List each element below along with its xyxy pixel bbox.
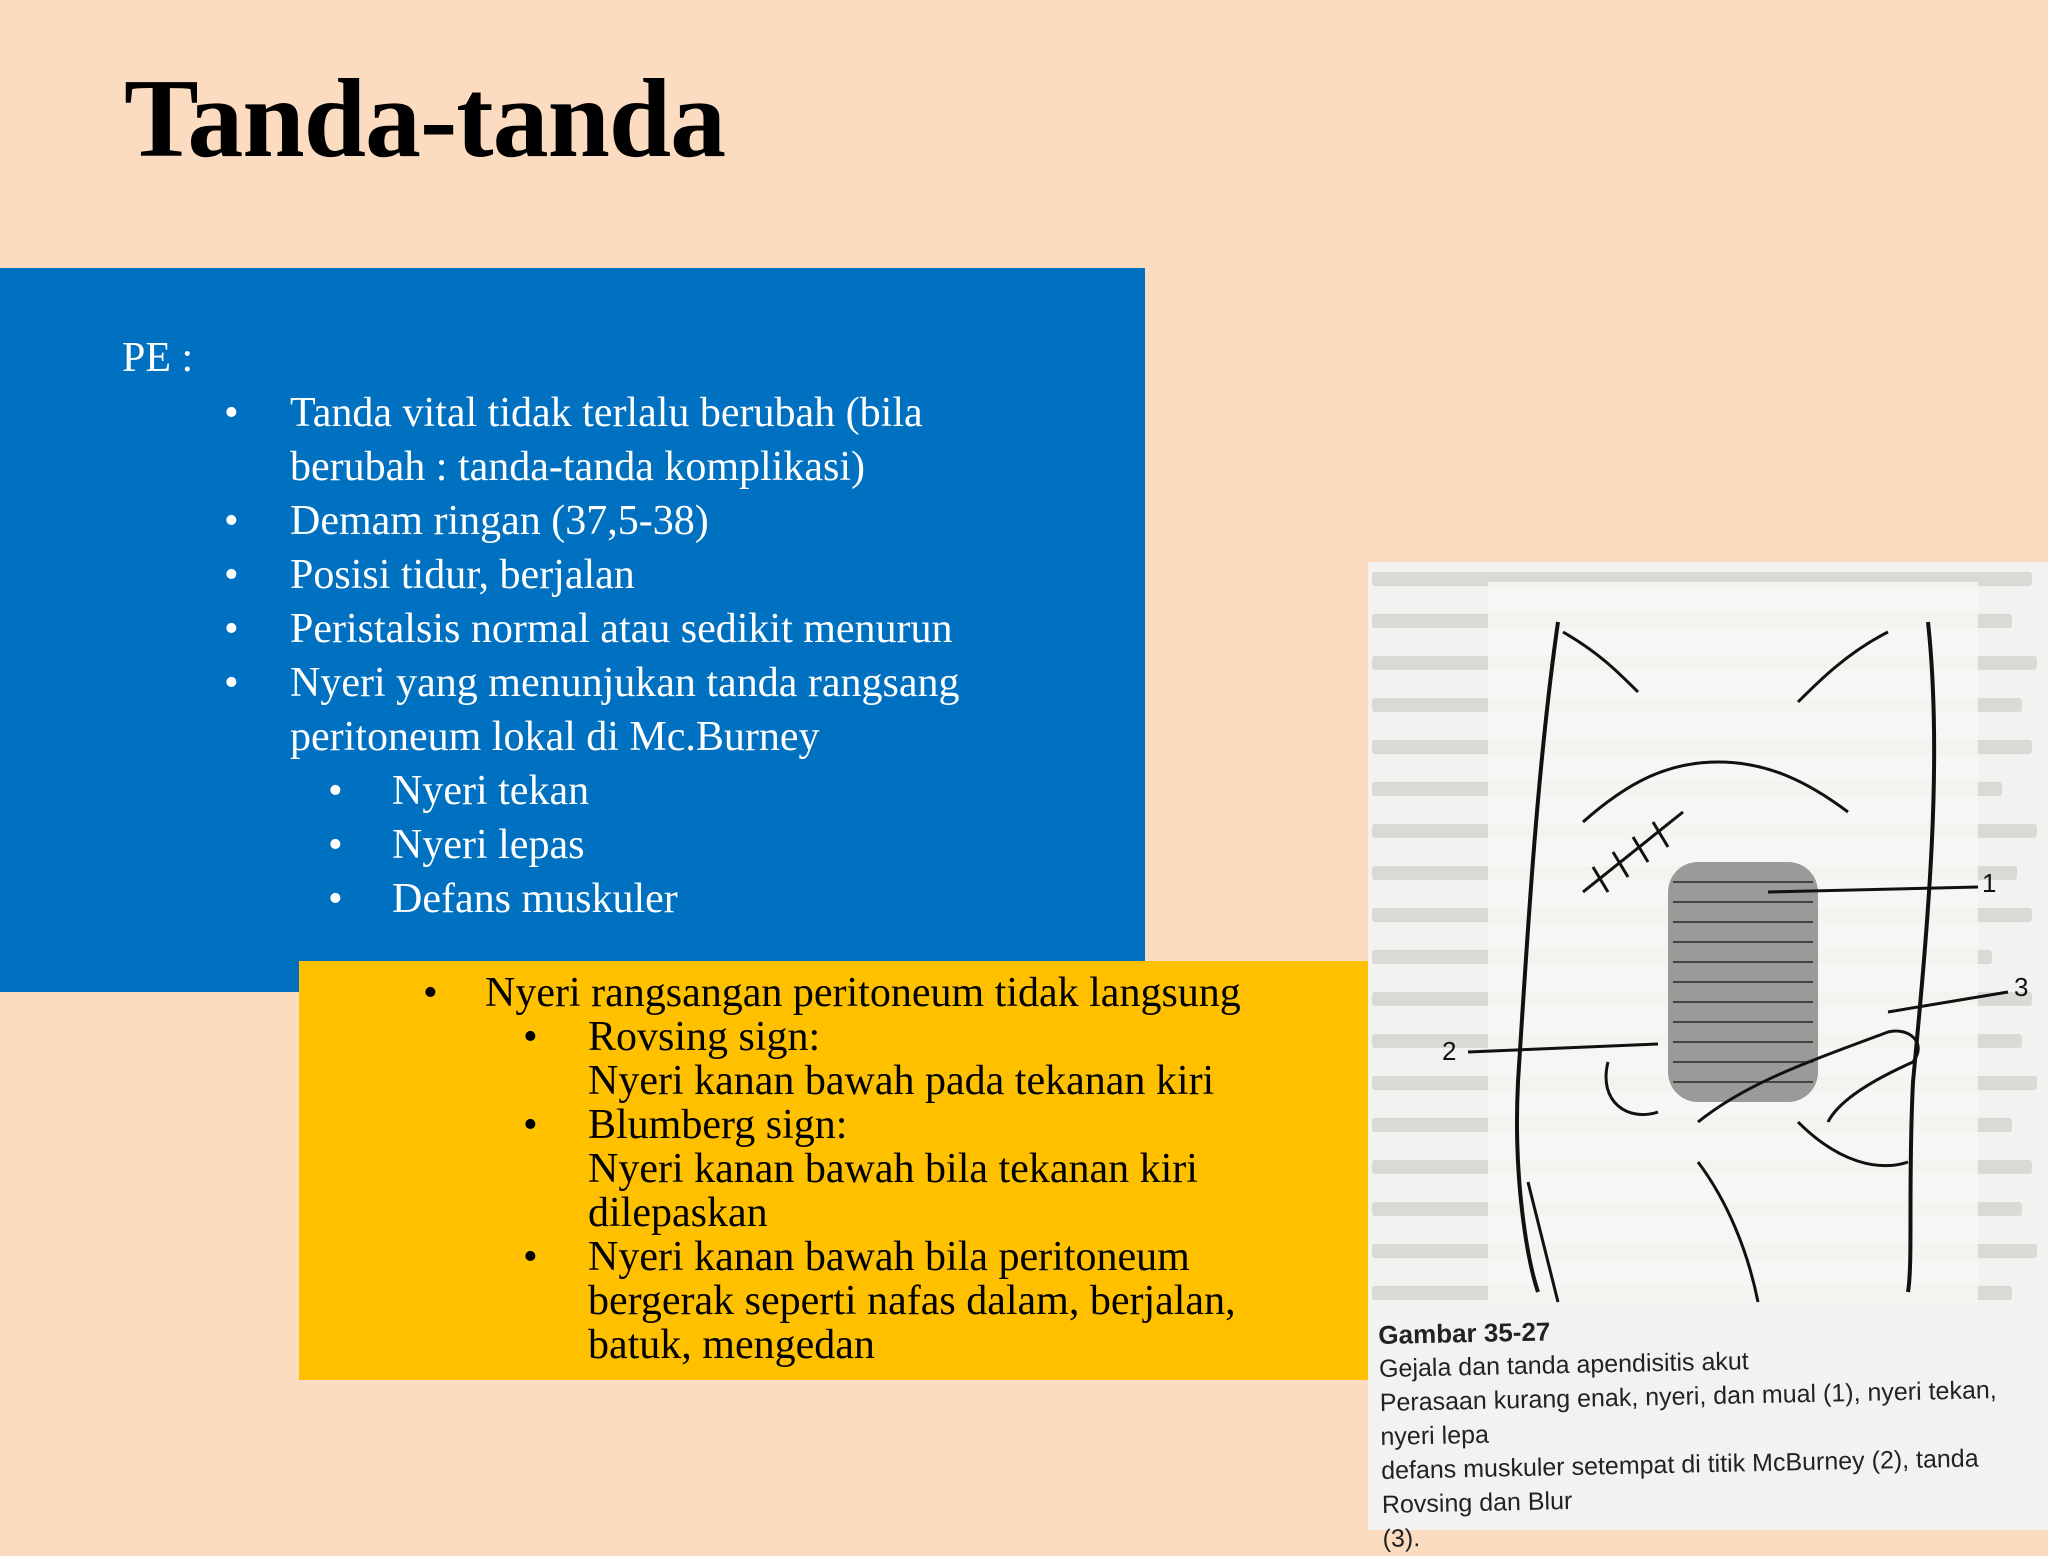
physical-exam-panel bbox=[0, 268, 1145, 992]
sub-list-item bbox=[299, 1235, 1369, 1367]
item-text: Defans muskuler bbox=[392, 876, 678, 922]
marker-1: 1 bbox=[1982, 868, 1997, 898]
list-item bbox=[299, 971, 1369, 1015]
list-item bbox=[0, 494, 1140, 548]
caption-line: (3). bbox=[1382, 1524, 1421, 1553]
pe-label: PE : bbox=[122, 335, 194, 381]
item-text: Blumberg sign: bbox=[588, 1102, 848, 1148]
item-text: batuk, mengedan bbox=[588, 1322, 875, 1368]
item-text: Nyeri lepas bbox=[392, 822, 585, 868]
sub-list-item bbox=[0, 872, 1140, 926]
item-text: Tanda vital tidak terlalu berubah (bila bbox=[290, 390, 923, 436]
bullet: • bbox=[523, 1102, 538, 1148]
bullet: • bbox=[523, 1234, 538, 1280]
item-text: Demam ringan (37,5-38) bbox=[290, 498, 709, 544]
item-text: Nyeri yang menunjukan tanda rangsang bbox=[290, 660, 960, 706]
figure-caption bbox=[1378, 1304, 2048, 1556]
indirect-list bbox=[299, 971, 1369, 1367]
bullet: • bbox=[328, 822, 343, 868]
caption-line: Perasaan kurang enak, nyeri, dan mual (1), nyeri tekan, nyeri lepa bbox=[1379, 1376, 1997, 1451]
marker-2: 2 bbox=[1442, 1036, 1457, 1066]
sub-list-item bbox=[0, 764, 1140, 818]
bullet: • bbox=[224, 498, 239, 544]
list-item bbox=[0, 656, 1140, 764]
list-item bbox=[0, 386, 1140, 494]
item-text: Nyeri tekan bbox=[392, 768, 590, 814]
item-text: peritoneum lokal di Mc.Burney bbox=[290, 714, 820, 760]
caption-title: Gambar 35-27 bbox=[1378, 1316, 1551, 1350]
pe-list bbox=[0, 386, 1140, 926]
item-text: Nyeri kanan bawah bila tekanan kiri bbox=[588, 1146, 1198, 1192]
list-item bbox=[0, 548, 1140, 602]
abdomen-illustration bbox=[1368, 562, 2048, 1322]
caption-line: defans muskuler setempat di titik McBurney (2), tanda Rovsing dan Blur bbox=[1380, 1444, 1979, 1519]
appendicitis-figure bbox=[1368, 562, 2048, 1553]
item-text: bergerak seperti nafas dalam, berjalan, bbox=[588, 1278, 1236, 1324]
item-text: berubah : tanda-tanda komplikasi) bbox=[290, 444, 865, 490]
list-item bbox=[0, 602, 1140, 656]
slide-title: Tanda-tanda bbox=[124, 57, 726, 181]
bullet: • bbox=[328, 876, 343, 922]
item-text: Nyeri kanan bawah bila peritoneum bbox=[588, 1234, 1190, 1280]
bullet: • bbox=[224, 660, 239, 706]
bullet: • bbox=[423, 970, 438, 1016]
item-text: dilepaskan bbox=[588, 1190, 768, 1236]
bullet: • bbox=[523, 1014, 538, 1060]
sub-list-item bbox=[299, 1015, 1369, 1103]
item-text: Posisi tidur, berjalan bbox=[290, 552, 635, 598]
bullet: • bbox=[224, 390, 239, 436]
sub-list-item bbox=[299, 1103, 1369, 1235]
marker-3: 3 bbox=[2014, 972, 2029, 1002]
sub-list-item bbox=[0, 818, 1140, 872]
bullet: • bbox=[328, 768, 343, 814]
bullet: • bbox=[224, 552, 239, 598]
item-text: Nyeri rangsangan peritoneum tidak langsung bbox=[485, 970, 1241, 1016]
item-text: Peristalsis normal atau sedikit menurun bbox=[290, 606, 953, 652]
indirect-peritoneal-panel bbox=[299, 961, 1369, 1380]
item-text: Nyeri kanan bawah pada tekanan kiri bbox=[588, 1058, 1215, 1104]
item-text: Rovsing sign: bbox=[588, 1014, 821, 1060]
bullet: • bbox=[224, 606, 239, 652]
caption-subtitle: Gejala dan tanda apendisitis akut bbox=[1378, 1347, 1749, 1383]
